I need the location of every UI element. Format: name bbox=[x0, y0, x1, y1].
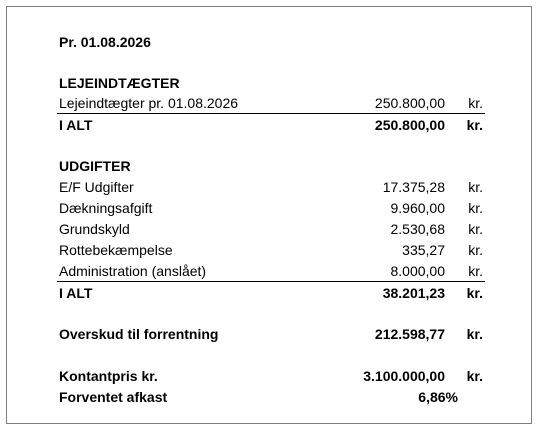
expense-row-label: Rottebekæmpelse bbox=[59, 242, 173, 258]
expense-row bbox=[59, 198, 485, 218]
expenses-total-amount: 38.201,23 bbox=[382, 285, 445, 301]
expense-row-currency: kr. bbox=[468, 221, 483, 237]
expenses-total-rule bbox=[57, 281, 485, 282]
expenses-total-row bbox=[59, 283, 485, 303]
expense-row-label: Administration (anslået) bbox=[59, 263, 207, 279]
expense-row-currency: kr. bbox=[468, 200, 483, 216]
expense-row bbox=[59, 240, 485, 260]
expense-row-label: Grundskyld bbox=[59, 221, 130, 237]
surplus-label: Overskud til forrentning bbox=[59, 326, 219, 342]
expense-row-amount: 9.960,00 bbox=[390, 200, 445, 216]
cash-price-amount: 3.100.000,00 bbox=[363, 368, 445, 384]
income-row-currency: kr. bbox=[468, 95, 483, 111]
surplus-amount: 212.598,77 bbox=[374, 326, 445, 342]
expense-row-amount: 2.530,68 bbox=[390, 221, 445, 237]
expense-row-amount: 335,27 bbox=[402, 242, 445, 258]
expense-row-currency: kr. bbox=[468, 242, 483, 258]
expense-row bbox=[59, 219, 485, 239]
income-row bbox=[59, 93, 485, 113]
surplus-row bbox=[59, 324, 485, 344]
expense-row-currency: kr. bbox=[468, 263, 483, 279]
income-row-label: Lejeindtægter pr. 01.08.2026 bbox=[59, 95, 239, 111]
expected-return-label: Forventet afkast bbox=[59, 389, 168, 405]
expected-return-row bbox=[59, 387, 485, 407]
cash-price-row bbox=[59, 366, 485, 386]
income-total-row bbox=[59, 115, 485, 135]
cash-price-label: Kontantpris kr. bbox=[59, 368, 158, 384]
expenses-total-label: I ALT bbox=[59, 285, 93, 301]
cash-price-currency: kr. bbox=[466, 368, 483, 384]
income-heading: LEJEINDTÆGTER bbox=[59, 75, 180, 91]
expense-row bbox=[59, 177, 485, 197]
income-total-currency: kr. bbox=[466, 117, 483, 133]
expense-row bbox=[59, 261, 485, 281]
income-total-label: I ALT bbox=[59, 117, 93, 133]
expense-row-currency: kr. bbox=[468, 179, 483, 195]
expenses-heading: UDGIFTER bbox=[59, 158, 131, 174]
expense-row-label: E/F Udgifter bbox=[59, 179, 134, 195]
expense-row-label: Dækningsafgift bbox=[59, 200, 153, 216]
income-row-amount: 250.800,00 bbox=[374, 95, 445, 111]
income-total-amount: 250.800,00 bbox=[374, 117, 445, 133]
expense-row-amount: 8.000,00 bbox=[390, 263, 445, 279]
expected-return-value: 6,86% bbox=[418, 389, 458, 405]
date-heading: Pr. 01.08.2026 bbox=[59, 34, 151, 50]
expenses-total-currency: kr. bbox=[466, 285, 483, 301]
expense-row-amount: 17.375,28 bbox=[382, 179, 445, 195]
income-total-rule bbox=[57, 113, 485, 114]
surplus-currency: kr. bbox=[466, 326, 483, 342]
